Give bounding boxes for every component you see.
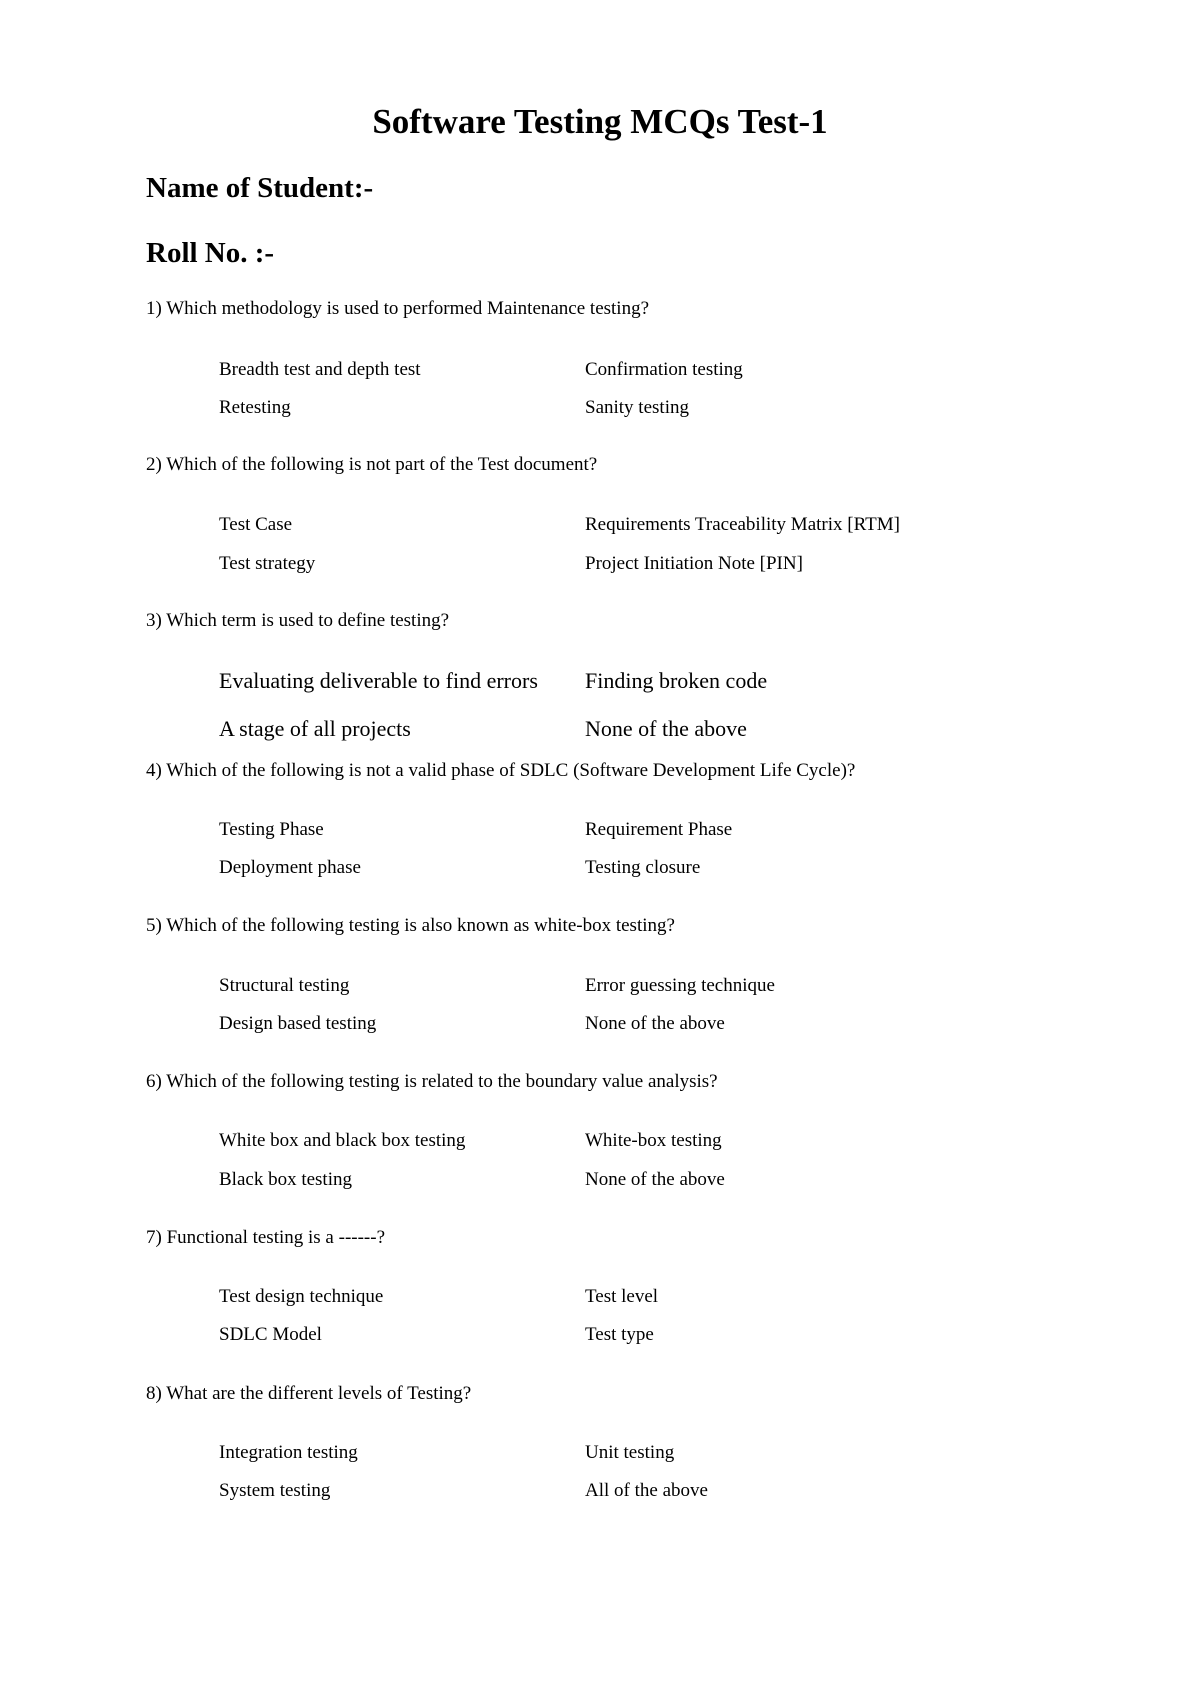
question-2-text: 2) Which of the following is not part of the Test document?: [146, 454, 598, 475]
question-3-option-b: Finding broken code: [585, 668, 768, 693]
question-2-option-d: Project Initiation Note [PIN]: [585, 553, 803, 574]
question-8-option-c: System testing: [219, 1480, 331, 1501]
question-8-option-d: All of the above: [585, 1480, 708, 1501]
question-8-text: 8) What are the different levels of Testing?: [146, 1383, 472, 1404]
question-1-option-d: Sanity testing: [585, 397, 689, 418]
question-7-option-d: Test type: [585, 1324, 654, 1345]
question-7-option-b: Test level: [585, 1286, 659, 1307]
question-1-text: 1) Which methodology is used to performed Maintenance testing?: [146, 298, 650, 319]
question-6-option-d: None of the above: [585, 1169, 725, 1190]
question-5-option-c: Design based testing: [219, 1013, 377, 1034]
roll-number-label: Roll No. :-: [146, 237, 275, 269]
question-6-option-b: White-box testing: [585, 1130, 722, 1151]
question-6-option-a: White box and black box testing: [219, 1130, 466, 1151]
question-1-option-b: Confirmation testing: [585, 359, 743, 380]
question-1-option-c: Retesting: [219, 397, 291, 418]
question-8-option-b: Unit testing: [585, 1442, 675, 1463]
question-2-option-b: Requirements Traceability Matrix [RTM]: [585, 514, 900, 535]
question-5-option-d: None of the above: [585, 1013, 725, 1034]
question-5-option-a: Structural testing: [219, 975, 350, 996]
question-3-text: 3) Which term is used to define testing?: [146, 610, 450, 631]
question-4-text: 4) Which of the following is not a valid phase of SDLC (Software Development Life Cycle)?: [146, 760, 856, 781]
question-7-text: 7) Functional testing is a ------?: [146, 1227, 386, 1248]
student-name-label: Name of Student:-: [146, 172, 374, 204]
question-4-option-b: Requirement Phase: [585, 819, 733, 840]
question-3-option-c: A stage of all projects: [219, 716, 411, 741]
question-1-option-a: Breadth test and depth test: [219, 359, 421, 380]
question-7-option-a: Test design technique: [219, 1286, 384, 1307]
question-8-option-a: Integration testing: [219, 1442, 358, 1463]
question-2-option-c: Test strategy: [219, 553, 316, 574]
question-4-option-c: Deployment phase: [219, 857, 361, 878]
question-4-option-d: Testing closure: [585, 857, 701, 878]
question-6-text: 6) Which of the following testing is related to the boundary value analysis?: [146, 1071, 718, 1092]
question-6-option-c: Black box testing: [219, 1169, 352, 1190]
question-7-option-c: SDLC Model: [219, 1324, 322, 1345]
page-title: Software Testing MCQs Test-1: [372, 102, 828, 141]
question-5-option-b: Error guessing technique: [585, 975, 775, 996]
question-4-option-a: Testing Phase: [219, 819, 324, 840]
question-5-text: 5) Which of the following testing is also known as white-box testing?: [146, 915, 675, 936]
question-2-option-a: Test Case: [219, 514, 293, 535]
question-3-option-a: Evaluating deliverable to find errors: [219, 668, 538, 693]
question-3-option-d: None of the above: [585, 716, 747, 741]
